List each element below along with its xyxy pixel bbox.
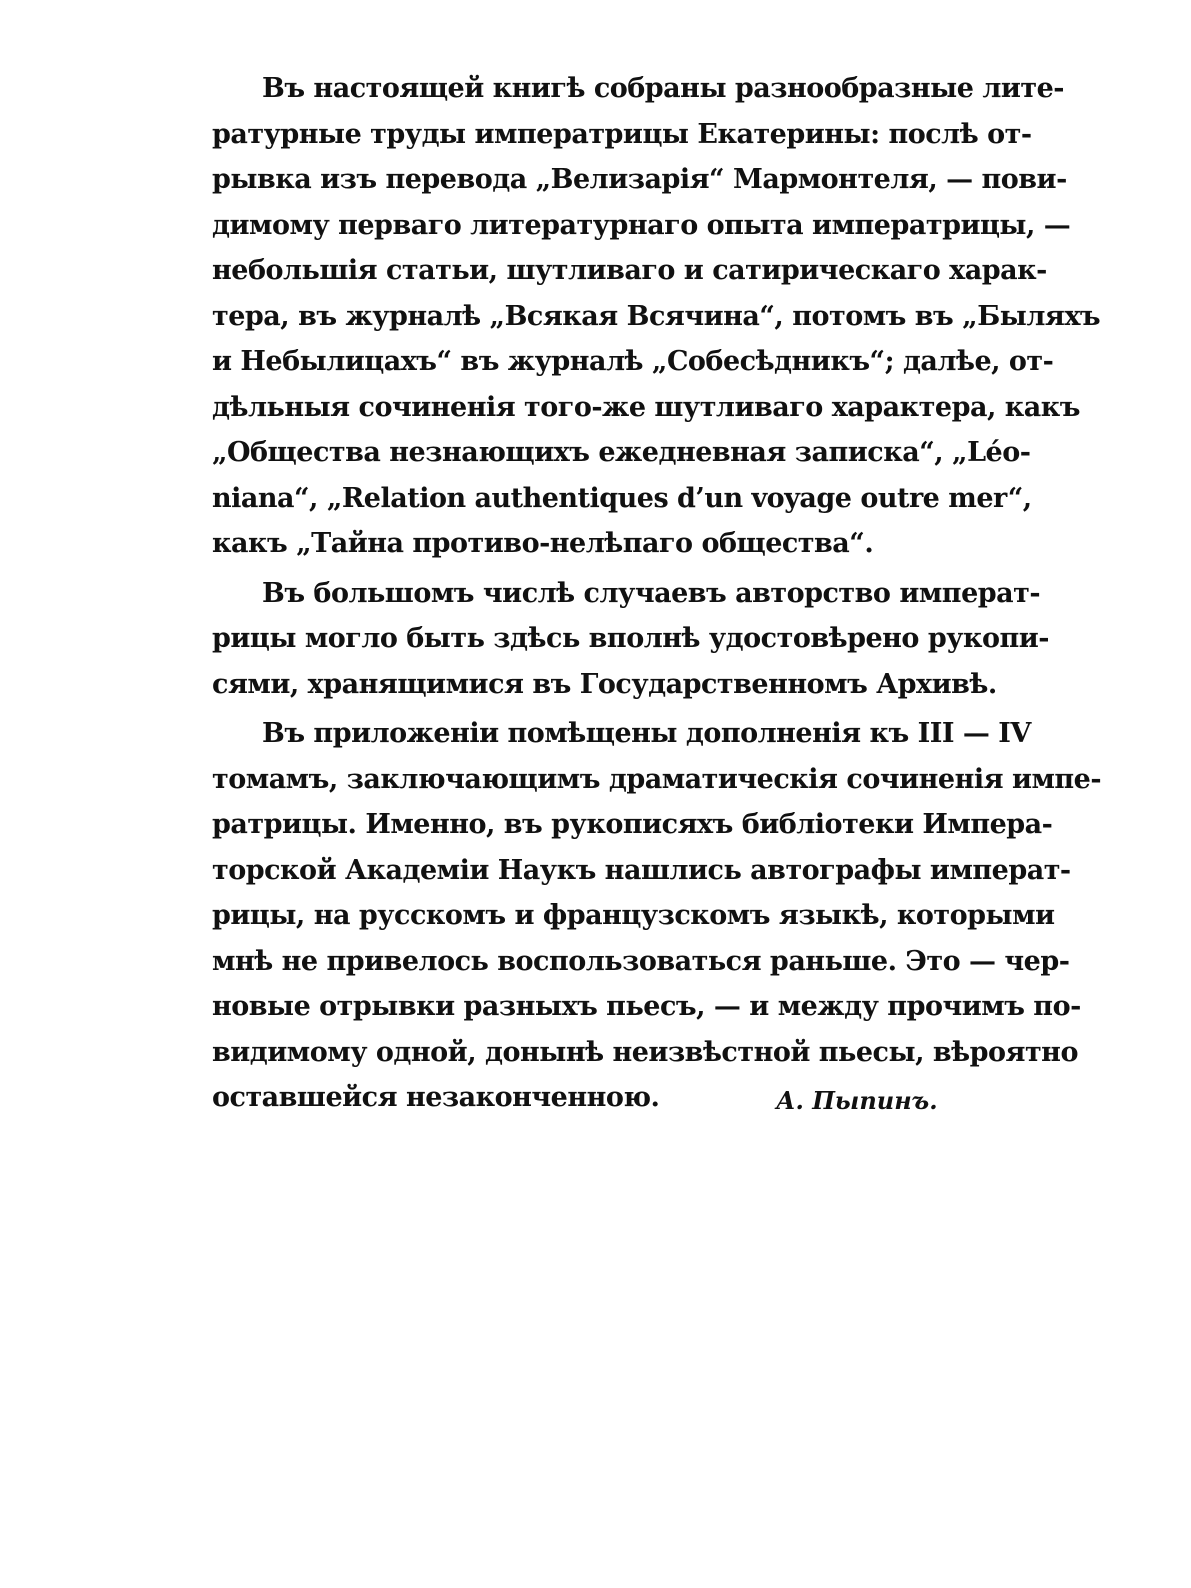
text-line: рывка изъ перевода „Велизарія“ Мармонтеля, — пови- (212, 164, 1067, 195)
text-line: тера, въ журналѣ „Всякая Всячина“, потомъ въ „Быляхъ (212, 300, 1101, 332)
text-line: оставшейся незаконченною. (212, 1082, 660, 1113)
text-line: мнѣ не привелось воспользоваться раньше. Это — чер- (212, 945, 1070, 977)
paragraph-1 (212, 66, 1101, 567)
text-line: небольшія статьи, шутливаго и сатирическаго харак- (212, 255, 1047, 286)
author-signature: А. Пыпинъ. (776, 1086, 938, 1115)
text-line: дѣльныя сочиненія того-же шутливаго характера, какъ (212, 391, 1080, 423)
text-line: ратрицы. Именно, въ рукописяхъ библіотеки Импера- (212, 809, 1053, 840)
text-line: и Небылицахъ“ въ журналѣ „Собесѣдникъ“; далѣе, от- (212, 346, 1054, 377)
text-line: торской Академіи Наукъ нашлись автографы императ- (212, 854, 1071, 886)
text-line: томамъ, заключающимъ драматическія сочиненія импе- (212, 763, 1102, 795)
text-line: димому перваго литературнаго опыта императрицы, — (212, 209, 1071, 241)
text-line: „Общества незнающихъ ежедневная записка“, „Léo- (212, 437, 1031, 468)
text-line: новые отрывки разныхъ пьесъ, — и между прочимъ по- (212, 991, 1081, 1022)
text-line: сями, хранящимися въ Государственномъ Архивѣ. (212, 668, 997, 700)
text-line: Въ настоящей книгѣ собраны разнообразные лите- (262, 73, 1064, 104)
text-line: видимому одной, донынѣ неизвѣстной пьесы, вѣроятно (212, 1036, 1078, 1068)
text-line: рицы, на русскомъ и французскомъ языкѣ, которыми (212, 900, 1055, 931)
text-line: Въ приложеніи помѣщены дополненія къ III — IV (262, 718, 1031, 749)
text-line: какъ „Тайна противо-нелѣпаго общества“. (212, 528, 874, 559)
text-line: ратурные труды императрицы Екатерины: послѣ от- (212, 118, 1032, 150)
text-line: Въ большомъ числѣ случаевъ авторство императ- (262, 577, 1041, 609)
text-line: niana“, „Relation authentiques d’un voyage outre mer“, (212, 482, 1032, 514)
body-text (212, 66, 1102, 1121)
text-line: рицы могло быть здѣсь вполнѣ удостовѣрено рукопи- (212, 623, 1049, 654)
paragraph-3 (212, 711, 1102, 1121)
paragraph-2 (212, 571, 1049, 708)
